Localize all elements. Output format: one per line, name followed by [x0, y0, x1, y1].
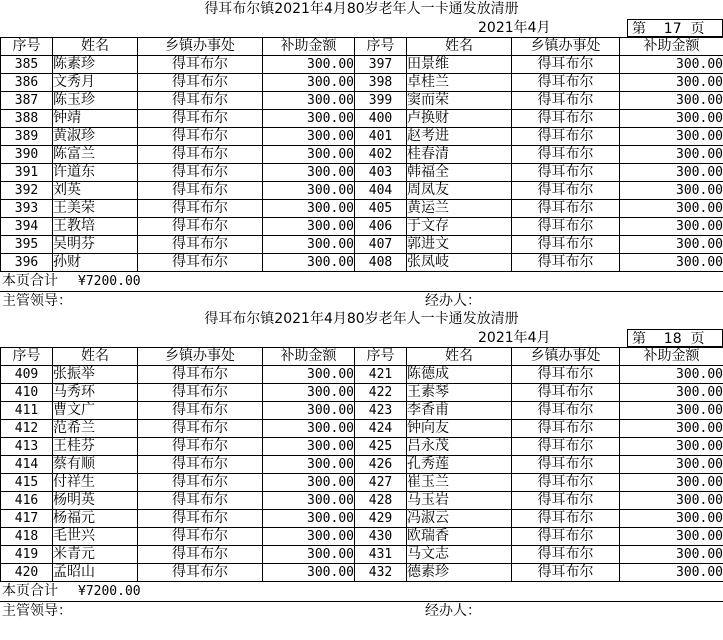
table-row	[1, 128, 723, 146]
name-cell: 田景维	[407, 56, 512, 74]
township-cell: 得耳布尔	[512, 546, 620, 564]
name-cell: 张凤岐	[407, 254, 512, 272]
subsidy-amount-cell: 300.00	[263, 564, 355, 582]
subsidy-amount-cell: 300.00	[263, 492, 355, 510]
signature-row	[0, 292, 723, 310]
subsidy-amount-cell: 300.00	[620, 164, 723, 182]
name-cell: 王桂芬	[53, 438, 138, 456]
table-row	[1, 56, 723, 74]
subsidy-amount-cell: 300.00	[620, 492, 723, 510]
name-cell: 周凤友	[407, 182, 512, 200]
name-cell: 陈富兰	[53, 146, 138, 164]
serial-no-cell: 386	[1, 74, 53, 92]
name-cell: 许道东	[53, 164, 138, 182]
serial-no-cell: 411	[1, 402, 53, 420]
table-row	[1, 438, 723, 456]
serial-no-cell: 416	[1, 492, 53, 510]
serial-no-cell: 387	[1, 92, 53, 110]
column-header: 乡镇办事处	[138, 38, 263, 56]
subsidy-amount-cell: 300.00	[263, 164, 355, 182]
name-cell: 文秀月	[53, 74, 138, 92]
name-cell: 陈素珍	[53, 56, 138, 74]
name-cell: 孙财	[53, 254, 138, 272]
subsidy-amount-cell: 300.00	[620, 128, 723, 146]
subsidy-amount-cell: 300.00	[263, 254, 355, 272]
name-cell: 马文志	[407, 546, 512, 564]
township-cell: 得耳布尔	[138, 366, 263, 384]
subtotal-label: 本页合计	[2, 583, 58, 599]
subtotal-row	[0, 272, 723, 292]
column-header: 姓名	[407, 348, 512, 366]
serial-no-cell: 397	[355, 56, 407, 74]
subsidy-amount-cell: 300.00	[263, 236, 355, 254]
township-cell: 得耳布尔	[512, 564, 620, 582]
township-cell: 得耳布尔	[512, 254, 620, 272]
table-row	[1, 236, 723, 254]
sheet-subheader	[0, 19, 723, 37]
serial-no-cell: 388	[1, 110, 53, 128]
subsidy-amount-cell: 300.00	[263, 200, 355, 218]
name-cell: 付祥生	[53, 474, 138, 492]
subsidy-amount-cell: 300.00	[620, 438, 723, 456]
table-row	[1, 510, 723, 528]
subsidy-amount-cell: 300.00	[620, 254, 723, 272]
subsidy-amount-cell: 300.00	[263, 438, 355, 456]
name-cell: 曹文广	[53, 402, 138, 420]
township-cell: 得耳布尔	[138, 510, 263, 528]
name-cell: 钟靖	[53, 110, 138, 128]
township-cell: 得耳布尔	[512, 384, 620, 402]
column-header: 序号	[355, 38, 407, 56]
issue-date: 2021年4月	[478, 330, 551, 346]
serial-no-cell: 412	[1, 420, 53, 438]
page-block	[0, 0, 723, 310]
table-row	[1, 110, 723, 128]
subsidy-amount-cell: 300.00	[620, 218, 723, 236]
column-header: 乡镇办事处	[512, 348, 620, 366]
name-cell: 马秀环	[53, 384, 138, 402]
serial-no-cell: 430	[355, 528, 407, 546]
township-cell: 得耳布尔	[138, 438, 263, 456]
township-cell: 得耳布尔	[138, 92, 263, 110]
township-cell: 得耳布尔	[512, 510, 620, 528]
name-cell: 窦而荣	[407, 92, 512, 110]
name-cell: 陈玉珍	[53, 92, 138, 110]
subsidy-amount-cell: 300.00	[263, 474, 355, 492]
subsidy-amount-cell: 300.00	[620, 236, 723, 254]
subsidy-amount-cell: 300.00	[263, 384, 355, 402]
table-row	[1, 366, 723, 384]
township-cell: 得耳布尔	[138, 456, 263, 474]
table-row	[1, 492, 723, 510]
subsidy-amount-cell: 300.00	[263, 182, 355, 200]
subsidy-amount-cell: 300.00	[620, 510, 723, 528]
subsidy-amount-cell: 300.00	[263, 366, 355, 384]
name-cell: 蔡有顺	[53, 456, 138, 474]
subsidy-amount-cell: 300.00	[263, 128, 355, 146]
serial-no-cell: 398	[355, 74, 407, 92]
name-cell: 钟向友	[407, 420, 512, 438]
name-cell: 冯淑云	[407, 510, 512, 528]
township-cell: 得耳布尔	[512, 218, 620, 236]
township-cell: 得耳布尔	[138, 128, 263, 146]
subsidy-amount-cell: 300.00	[263, 218, 355, 236]
township-cell: 得耳布尔	[512, 128, 620, 146]
subsidy-amount-cell: 300.00	[620, 56, 723, 74]
subsidy-amount-cell: 300.00	[263, 92, 355, 110]
name-cell: 杨福元	[53, 510, 138, 528]
name-cell: 孔秀莲	[407, 456, 512, 474]
serial-no-cell: 385	[1, 56, 53, 74]
column-header: 序号	[355, 348, 407, 366]
subtotal-row	[0, 582, 723, 602]
subsidy-amount-cell: 300.00	[263, 56, 355, 74]
subsidy-amount-cell: 300.00	[620, 546, 723, 564]
name-cell: 陈德成	[407, 366, 512, 384]
column-header: 姓名	[407, 38, 512, 56]
name-cell: 黄淑珍	[53, 128, 138, 146]
column-header: 姓名	[53, 348, 138, 366]
name-cell: 范希兰	[53, 420, 138, 438]
sheet-title: 得耳布尔镇2021年4月80岁老年人一卡通发放清册	[204, 1, 519, 17]
serial-no-cell: 422	[355, 384, 407, 402]
township-cell: 得耳布尔	[138, 474, 263, 492]
township-cell: 得耳布尔	[512, 236, 620, 254]
township-cell: 得耳布尔	[138, 528, 263, 546]
column-header: 补助金额	[620, 38, 723, 56]
table-row	[1, 546, 723, 564]
township-cell: 得耳布尔	[512, 182, 620, 200]
serial-no-cell: 406	[355, 218, 407, 236]
subtotal-amount: ¥7200.00	[78, 274, 141, 289]
name-cell: 米青元	[53, 546, 138, 564]
subsidy-amount-cell: 300.00	[620, 384, 723, 402]
table-row	[1, 456, 723, 474]
township-cell: 得耳布尔	[512, 456, 620, 474]
subsidy-amount-cell: 300.00	[263, 110, 355, 128]
serial-no-cell: 407	[355, 236, 407, 254]
serial-no-cell: 413	[1, 438, 53, 456]
name-cell: 张振举	[53, 366, 138, 384]
serial-no-cell: 418	[1, 528, 53, 546]
handler-label: 经办人：	[425, 293, 481, 309]
township-cell: 得耳布尔	[512, 438, 620, 456]
serial-no-cell: 415	[1, 474, 53, 492]
serial-no-cell: 419	[1, 546, 53, 564]
table-row	[1, 528, 723, 546]
page-block	[0, 310, 723, 620]
table-row	[1, 182, 723, 200]
township-cell: 得耳布尔	[512, 110, 620, 128]
column-header: 补助金额	[263, 38, 355, 56]
township-cell: 得耳布尔	[138, 546, 263, 564]
column-header: 序号	[1, 348, 53, 366]
subtotal-label: 本页合计	[2, 273, 58, 289]
supervisor-label: 主管领导：	[2, 293, 72, 309]
table-row	[1, 402, 723, 420]
subsidy-amount-cell: 300.00	[620, 110, 723, 128]
subsidy-amount-cell: 300.00	[620, 146, 723, 164]
township-cell: 得耳布尔	[138, 200, 263, 218]
name-cell: 桂春清	[407, 146, 512, 164]
serial-no-cell: 393	[1, 200, 53, 218]
subsidy-amount-cell: 300.00	[620, 402, 723, 420]
name-cell: 王教培	[53, 218, 138, 236]
name-cell: 吕永茂	[407, 438, 512, 456]
recipient-table	[0, 37, 723, 272]
serial-no-cell: 390	[1, 146, 53, 164]
table-row	[1, 384, 723, 402]
signature-row	[0, 602, 723, 620]
township-cell: 得耳布尔	[512, 146, 620, 164]
table-row	[1, 218, 723, 236]
column-header: 姓名	[53, 38, 138, 56]
subsidy-amount-cell: 300.00	[620, 474, 723, 492]
serial-no-cell: 424	[355, 420, 407, 438]
subsidy-amount-cell: 300.00	[263, 146, 355, 164]
subsidy-amount-cell: 300.00	[263, 546, 355, 564]
serial-no-cell: 409	[1, 366, 53, 384]
name-cell: 毛世兴	[53, 528, 138, 546]
serial-no-cell: 389	[1, 128, 53, 146]
name-cell: 马玉岩	[407, 492, 512, 510]
serial-no-cell: 391	[1, 164, 53, 182]
serial-no-cell: 431	[355, 546, 407, 564]
serial-no-cell: 428	[355, 492, 407, 510]
serial-no-cell: 401	[355, 128, 407, 146]
column-header: 序号	[1, 38, 53, 56]
table-row	[1, 564, 723, 582]
name-cell: 韩福全	[407, 164, 512, 182]
table-row	[1, 92, 723, 110]
handler-label: 经办人：	[425, 603, 481, 619]
name-cell: 于文存	[407, 218, 512, 236]
township-cell: 得耳布尔	[512, 200, 620, 218]
subsidy-amount-cell: 300.00	[263, 528, 355, 546]
table-header-row	[1, 348, 723, 366]
township-cell: 得耳布尔	[138, 420, 263, 438]
serial-no-cell: 429	[355, 510, 407, 528]
sheet-title: 得耳布尔镇2021年4月80岁老年人一卡通发放清册	[204, 311, 519, 327]
serial-no-cell: 421	[355, 366, 407, 384]
serial-no-cell: 405	[355, 200, 407, 218]
township-cell: 得耳布尔	[138, 564, 263, 582]
subtotal-amount: ¥7200.00	[78, 584, 141, 599]
name-cell: 黄运兰	[407, 200, 512, 218]
township-cell: 得耳布尔	[138, 164, 263, 182]
subsidy-amount-cell: 300.00	[620, 182, 723, 200]
township-cell: 得耳布尔	[512, 528, 620, 546]
township-cell: 得耳布尔	[512, 164, 620, 182]
subsidy-amount-cell: 300.00	[620, 366, 723, 384]
serial-no-cell: 408	[355, 254, 407, 272]
page-number: 第 17 页	[627, 19, 723, 37]
serial-no-cell: 395	[1, 236, 53, 254]
name-cell: 杨明英	[53, 492, 138, 510]
table-header-row	[1, 38, 723, 56]
township-cell: 得耳布尔	[512, 74, 620, 92]
page-number: 第 18 页	[627, 329, 723, 347]
township-cell: 得耳布尔	[138, 146, 263, 164]
subsidy-amount-cell: 300.00	[620, 456, 723, 474]
name-cell: 欧瑞香	[407, 528, 512, 546]
serial-no-cell: 396	[1, 254, 53, 272]
serial-no-cell: 414	[1, 456, 53, 474]
township-cell: 得耳布尔	[138, 218, 263, 236]
township-cell: 得耳布尔	[512, 56, 620, 74]
township-cell: 得耳布尔	[138, 110, 263, 128]
subsidy-amount-cell: 300.00	[263, 456, 355, 474]
name-cell: 孟昭山	[53, 564, 138, 582]
township-cell: 得耳布尔	[138, 254, 263, 272]
column-header: 补助金额	[620, 348, 723, 366]
serial-no-cell: 425	[355, 438, 407, 456]
name-cell: 李香甫	[407, 402, 512, 420]
serial-no-cell: 427	[355, 474, 407, 492]
serial-no-cell: 403	[355, 164, 407, 182]
subsidy-amount-cell: 300.00	[620, 528, 723, 546]
name-cell: 德素珍	[407, 564, 512, 582]
issue-date: 2021年4月	[478, 20, 551, 36]
township-cell: 得耳布尔	[138, 56, 263, 74]
township-cell: 得耳布尔	[138, 492, 263, 510]
table-row	[1, 74, 723, 92]
subsidy-amount-cell: 300.00	[263, 420, 355, 438]
subsidy-amount-cell: 300.00	[620, 74, 723, 92]
name-cell: 崔玉兰	[407, 474, 512, 492]
serial-no-cell: 423	[355, 402, 407, 420]
recipient-table	[0, 347, 723, 582]
serial-no-cell: 400	[355, 110, 407, 128]
column-header: 乡镇办事处	[138, 348, 263, 366]
subsidy-amount-cell: 300.00	[620, 564, 723, 582]
table-row	[1, 164, 723, 182]
township-cell: 得耳布尔	[512, 474, 620, 492]
serial-no-cell: 399	[355, 92, 407, 110]
township-cell: 得耳布尔	[512, 420, 620, 438]
supervisor-label: 主管领导：	[2, 603, 72, 619]
serial-no-cell: 404	[355, 182, 407, 200]
serial-no-cell: 432	[355, 564, 407, 582]
table-row	[1, 146, 723, 164]
township-cell: 得耳布尔	[512, 402, 620, 420]
name-cell: 王美荣	[53, 200, 138, 218]
table-row	[1, 200, 723, 218]
name-cell: 王素琴	[407, 384, 512, 402]
township-cell: 得耳布尔	[138, 384, 263, 402]
name-cell: 刘英	[53, 182, 138, 200]
subsidy-amount-cell: 300.00	[263, 402, 355, 420]
serial-no-cell: 417	[1, 510, 53, 528]
subsidy-amount-cell: 300.00	[263, 510, 355, 528]
township-cell: 得耳布尔	[138, 402, 263, 420]
serial-no-cell: 402	[355, 146, 407, 164]
serial-no-cell: 392	[1, 182, 53, 200]
table-row	[1, 420, 723, 438]
column-header: 乡镇办事处	[512, 38, 620, 56]
name-cell: 卓桂兰	[407, 74, 512, 92]
name-cell: 吴明芬	[53, 236, 138, 254]
serial-no-cell: 394	[1, 218, 53, 236]
name-cell: 郭进文	[407, 236, 512, 254]
table-row	[1, 474, 723, 492]
township-cell: 得耳布尔	[138, 182, 263, 200]
serial-no-cell: 410	[1, 384, 53, 402]
table-row	[1, 254, 723, 272]
subsidy-amount-cell: 300.00	[620, 200, 723, 218]
sheet-subheader	[0, 329, 723, 347]
subsidy-amount-cell: 300.00	[263, 74, 355, 92]
serial-no-cell: 426	[355, 456, 407, 474]
column-header: 补助金额	[263, 348, 355, 366]
township-cell: 得耳布尔	[512, 492, 620, 510]
township-cell: 得耳布尔	[138, 74, 263, 92]
serial-no-cell: 420	[1, 564, 53, 582]
subsidy-amount-cell: 300.00	[620, 420, 723, 438]
name-cell: 赵考进	[407, 128, 512, 146]
name-cell: 卢换财	[407, 110, 512, 128]
township-cell: 得耳布尔	[512, 92, 620, 110]
subsidy-amount-cell: 300.00	[620, 92, 723, 110]
township-cell: 得耳布尔	[512, 366, 620, 384]
township-cell: 得耳布尔	[138, 236, 263, 254]
